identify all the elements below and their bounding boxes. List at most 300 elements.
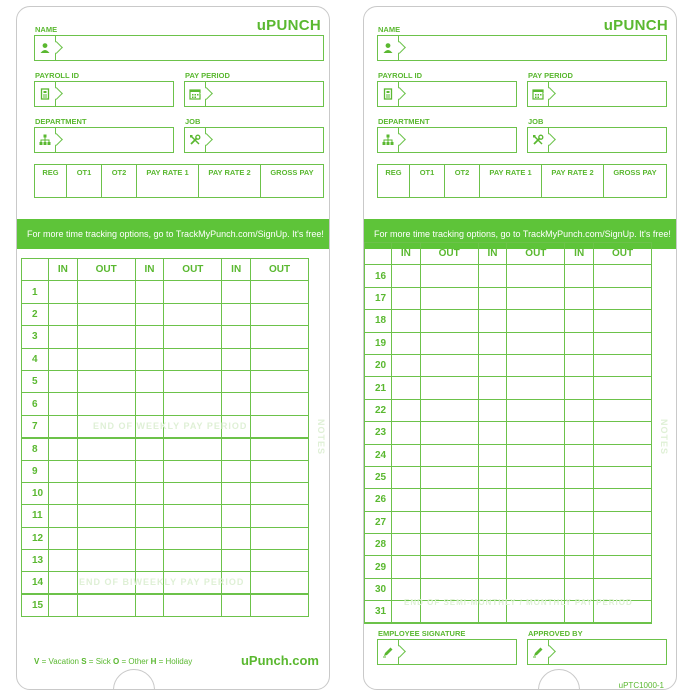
- grid-corner: [22, 259, 49, 281]
- row-number: 21: [365, 377, 392, 399]
- time-entry-cell[interactable]: [507, 332, 565, 354]
- grid-row: [22, 281, 309, 303]
- job-field[interactable]: [184, 127, 324, 153]
- time-entry-cell[interactable]: [135, 550, 164, 572]
- time-entry-cell[interactable]: [135, 370, 164, 392]
- pay-col-reg[interactable]: REG: [378, 165, 410, 198]
- absence-legend: V = Vacation S = Sick O = Other H = Holiday: [34, 657, 193, 666]
- time-entry-cell[interactable]: [420, 310, 478, 332]
- pay-col-rate1[interactable]: PAY RATE 1: [137, 165, 199, 198]
- grid-row: [22, 348, 309, 370]
- time-entry-cell[interactable]: [392, 489, 421, 511]
- time-card-front: [16, 6, 330, 690]
- time-entry-cell[interactable]: [565, 534, 594, 556]
- row-number: 18: [365, 310, 392, 332]
- time-entry-cell[interactable]: [420, 332, 478, 354]
- grid-row: [22, 303, 309, 325]
- grid-row: [22, 505, 309, 527]
- time-entry-cell[interactable]: [507, 354, 565, 376]
- grid-row: [365, 377, 652, 399]
- row-number: 17: [365, 287, 392, 309]
- time-entry-cell[interactable]: [164, 550, 222, 572]
- time-entry-cell[interactable]: [478, 422, 507, 444]
- time-entry-cell[interactable]: [251, 550, 309, 572]
- id-badge-icon: [35, 82, 56, 106]
- time-entry-cell[interactable]: [594, 511, 652, 533]
- col-header-out: OUT: [164, 259, 222, 281]
- time-entry-cell[interactable]: [222, 482, 251, 504]
- pay-col-reg[interactable]: REG: [35, 165, 67, 198]
- employee-signature-field[interactable]: [377, 639, 517, 665]
- col-header-in: IN: [565, 243, 594, 265]
- model-code: uPTC1000-1: [618, 681, 664, 690]
- pay-period-label: PAY PERIOD: [528, 71, 573, 80]
- time-entry-cell[interactable]: [77, 505, 135, 527]
- time-entry-cell[interactable]: [251, 505, 309, 527]
- pay-period-field[interactable]: [527, 81, 667, 107]
- time-entry-cell[interactable]: [164, 393, 222, 415]
- time-entry-cell[interactable]: [77, 438, 135, 460]
- time-entry-cell[interactable]: [135, 505, 164, 527]
- time-entry-cell[interactable]: [222, 460, 251, 482]
- time-entry-cell[interactable]: [77, 594, 135, 616]
- time-entry-cell[interactable]: [565, 444, 594, 466]
- time-entry-cell[interactable]: [49, 438, 78, 460]
- col-header-in: IN: [49, 259, 78, 281]
- time-entry-cell[interactable]: [478, 466, 507, 488]
- pay-col-rate2[interactable]: PAY RATE 2: [542, 165, 604, 198]
- notes-watermark: NOTES: [659, 419, 669, 456]
- time-entry-cell[interactable]: [420, 534, 478, 556]
- name-label: NAME: [378, 25, 401, 34]
- row-number: 3: [22, 326, 49, 348]
- time-entry-cell[interactable]: [594, 466, 652, 488]
- row-number: 12: [22, 527, 49, 549]
- row-number: 9: [22, 460, 49, 482]
- time-entry-cell[interactable]: [420, 265, 478, 287]
- time-entry-cell[interactable]: [49, 370, 78, 392]
- time-entry-cell[interactable]: [507, 422, 565, 444]
- time-entry-cell[interactable]: [392, 422, 421, 444]
- pay-col-gross[interactable]: GROSS PAY: [604, 165, 667, 198]
- pen-icon: [378, 640, 399, 664]
- time-entry-cell[interactable]: [77, 348, 135, 370]
- row-number: 2: [22, 303, 49, 325]
- time-entry-cell[interactable]: [49, 326, 78, 348]
- time-entry-cell[interactable]: [251, 281, 309, 303]
- time-entry-cell[interactable]: [135, 594, 164, 616]
- row-number: 1: [22, 281, 49, 303]
- time-entry-cell[interactable]: [164, 460, 222, 482]
- time-entry-cell[interactable]: [420, 489, 478, 511]
- time-entry-cell[interactable]: [594, 399, 652, 421]
- job-label: JOB: [528, 117, 544, 126]
- grid-row: [365, 489, 652, 511]
- pay-period-field[interactable]: [184, 81, 324, 107]
- time-entry-cell[interactable]: [594, 422, 652, 444]
- weekly-period-watermark: END OF WEEKLY PAY PERIOD: [93, 421, 248, 431]
- time-entry-cell[interactable]: [478, 399, 507, 421]
- row-number: 5: [22, 370, 49, 392]
- time-entry-cell[interactable]: [594, 556, 652, 578]
- time-entry-cell[interactable]: [565, 332, 594, 354]
- time-entry-cell[interactable]: [77, 281, 135, 303]
- time-entry-cell[interactable]: [135, 482, 164, 504]
- time-entry-cell[interactable]: [251, 572, 309, 594]
- time-entry-cell[interactable]: [594, 489, 652, 511]
- time-entry-cell[interactable]: [392, 377, 421, 399]
- time-entry-cell[interactable]: [222, 303, 251, 325]
- website-logo: uPunch.com: [240, 653, 319, 668]
- promo-banner: For more time tracking options, go to TrackMyPunch.com/SignUp. It's free!: [364, 219, 676, 249]
- time-entry-cell[interactable]: [251, 482, 309, 504]
- pay-col-ot2[interactable]: OT2: [102, 165, 137, 198]
- pay-col-rate1[interactable]: PAY RATE 1: [480, 165, 542, 198]
- time-entry-cell[interactable]: [164, 326, 222, 348]
- time-entry-cell[interactable]: [594, 354, 652, 376]
- time-entry-cell[interactable]: [49, 303, 78, 325]
- name-label: NAME: [35, 25, 58, 34]
- time-entry-cell[interactable]: [392, 444, 421, 466]
- time-entry-cell[interactable]: [251, 393, 309, 415]
- payroll-id-label: PAYROLL ID: [378, 71, 423, 80]
- time-entry-cell[interactable]: [565, 511, 594, 533]
- time-entry-cell[interactable]: [478, 265, 507, 287]
- time-entry-cell[interactable]: [507, 466, 565, 488]
- row-number: 29: [365, 556, 392, 578]
- time-entry-cell[interactable]: [507, 444, 565, 466]
- person-icon: [35, 36, 56, 60]
- time-entry-cell[interactable]: [164, 348, 222, 370]
- row-number: 30: [365, 578, 392, 600]
- person-icon: [378, 36, 399, 60]
- time-entry-cell[interactable]: [420, 422, 478, 444]
- tools-icon: [185, 128, 206, 152]
- card-notch: [538, 669, 580, 690]
- time-entry-cell[interactable]: [420, 399, 478, 421]
- row-number: 10: [22, 482, 49, 504]
- biweekly-period-watermark: END OF BIWEEKLY PAY PERIOD: [79, 577, 245, 587]
- id-badge-icon: [378, 82, 399, 106]
- time-entry-cell[interactable]: [49, 393, 78, 415]
- job-field[interactable]: [527, 127, 667, 153]
- pay-period-label: PAY PERIOD: [185, 71, 230, 80]
- pay-col-gross[interactable]: GROSS PAY: [261, 165, 324, 198]
- col-header-out: OUT: [594, 243, 652, 265]
- card-notch: [113, 669, 155, 690]
- grid-row: [365, 556, 652, 578]
- time-entry-cell[interactable]: [251, 303, 309, 325]
- col-header-out: OUT: [420, 243, 478, 265]
- col-header-out: OUT: [507, 243, 565, 265]
- brand-logo: uPUNCH: [256, 17, 321, 34]
- col-header-out: OUT: [251, 259, 309, 281]
- time-entry-cell[interactable]: [594, 287, 652, 309]
- time-entry-cell[interactable]: [594, 332, 652, 354]
- time-entry-cell[interactable]: [49, 482, 78, 504]
- time-entry-cell[interactable]: [507, 265, 565, 287]
- grid-row: [22, 438, 309, 460]
- grid-row: [22, 393, 309, 415]
- pay-col-rate2[interactable]: PAY RATE 2: [199, 165, 261, 198]
- promo-banner: For more time tracking options, go to TrackMyPunch.com/SignUp. It's free!: [17, 219, 329, 249]
- time-entry-cell[interactable]: [478, 534, 507, 556]
- employee-signature-label: EMPLOYEE SIGNATURE: [378, 629, 466, 638]
- time-entry-cell[interactable]: [392, 511, 421, 533]
- time-entry-cell[interactable]: [392, 399, 421, 421]
- time-entry-cell[interactable]: [565, 265, 594, 287]
- time-entry-cell[interactable]: [251, 460, 309, 482]
- grid-row: [365, 444, 652, 466]
- time-entry-cell[interactable]: [222, 281, 251, 303]
- grid-row: [365, 511, 652, 533]
- time-entry-cell[interactable]: [77, 527, 135, 549]
- time-entry-cell[interactable]: [594, 377, 652, 399]
- pay-col-ot2[interactable]: OT2: [445, 165, 480, 198]
- time-entry-cell[interactable]: [420, 466, 478, 488]
- time-entry-cell[interactable]: [594, 444, 652, 466]
- row-number: 8: [22, 438, 49, 460]
- payroll-id-field[interactable]: [377, 81, 517, 107]
- pay-col-ot1[interactable]: OT1: [67, 165, 102, 198]
- row-number: 6: [22, 393, 49, 415]
- time-entry-cell[interactable]: [222, 326, 251, 348]
- time-entry-cell[interactable]: [77, 482, 135, 504]
- time-entry-cell[interactable]: [392, 466, 421, 488]
- time-entry-cell[interactable]: [392, 310, 421, 332]
- row-number: 7: [22, 415, 49, 437]
- time-entry-cell[interactable]: [565, 377, 594, 399]
- time-entry-cell[interactable]: [49, 505, 78, 527]
- grid-row: [365, 265, 652, 287]
- time-entry-cell[interactable]: [164, 482, 222, 504]
- grid-row: [365, 422, 652, 444]
- time-entry-cell[interactable]: [222, 438, 251, 460]
- name-field[interactable]: [34, 35, 324, 61]
- time-entry-cell[interactable]: [478, 489, 507, 511]
- approved-by-label: APPROVED BY: [528, 629, 583, 638]
- job-label: JOB: [185, 117, 201, 126]
- time-entry-cell[interactable]: [49, 281, 78, 303]
- time-entry-cell[interactable]: [507, 287, 565, 309]
- org-chart-icon: [35, 128, 56, 152]
- time-entry-cell[interactable]: [392, 534, 421, 556]
- time-entry-cell[interactable]: [135, 393, 164, 415]
- pen-icon: [528, 640, 549, 664]
- col-header-in: IN: [135, 259, 164, 281]
- time-entry-cell[interactable]: [164, 594, 222, 616]
- grid-row: [22, 460, 309, 482]
- time-entry-cell[interactable]: [565, 287, 594, 309]
- time-entry-cell[interactable]: [392, 354, 421, 376]
- notes-watermark: NOTES: [316, 419, 326, 456]
- name-field[interactable]: [377, 35, 667, 61]
- time-entry-cell[interactable]: [507, 511, 565, 533]
- time-entry-cell[interactable]: [565, 422, 594, 444]
- pay-col-ot1[interactable]: OT1: [410, 165, 445, 198]
- grid-row: [22, 527, 309, 549]
- time-entry-cell[interactable]: [392, 332, 421, 354]
- time-entry-cell[interactable]: [222, 594, 251, 616]
- department-field[interactable]: [377, 127, 517, 153]
- time-grid-left: [21, 258, 309, 617]
- time-entry-cell[interactable]: [135, 303, 164, 325]
- grid-row: [365, 287, 652, 309]
- time-entry-cell[interactable]: [565, 466, 594, 488]
- time-entry-cell[interactable]: [251, 348, 309, 370]
- time-entry-cell[interactable]: [49, 550, 78, 572]
- time-entry-cell[interactable]: [392, 287, 421, 309]
- time-entry-cell[interactable]: [565, 489, 594, 511]
- time-entry-cell[interactable]: [164, 281, 222, 303]
- time-entry-cell[interactable]: [77, 303, 135, 325]
- row-number: 16: [365, 265, 392, 287]
- time-entry-cell[interactable]: [49, 348, 78, 370]
- time-entry-cell[interactable]: [164, 438, 222, 460]
- time-entry-cell[interactable]: [478, 310, 507, 332]
- time-entry-cell[interactable]: [420, 354, 478, 376]
- row-number: 19: [365, 332, 392, 354]
- time-entry-cell[interactable]: [565, 399, 594, 421]
- time-entry-cell[interactable]: [507, 534, 565, 556]
- time-entry-cell[interactable]: [77, 370, 135, 392]
- grid-row: [365, 354, 652, 376]
- time-entry-cell[interactable]: [251, 438, 309, 460]
- time-entry-cell[interactable]: [478, 332, 507, 354]
- time-entry-cell[interactable]: [507, 556, 565, 578]
- tools-icon: [528, 128, 549, 152]
- time-entry-cell[interactable]: [49, 415, 78, 437]
- time-entry-cell[interactable]: [478, 511, 507, 533]
- time-entry-cell[interactable]: [49, 594, 78, 616]
- time-entry-cell[interactable]: [478, 444, 507, 466]
- time-entry-cell[interactable]: [77, 393, 135, 415]
- time-entry-cell[interactable]: [565, 556, 594, 578]
- department-field[interactable]: [34, 127, 174, 153]
- row-number: 31: [365, 601, 392, 623]
- time-entry-cell[interactable]: [49, 460, 78, 482]
- time-entry-cell[interactable]: [251, 527, 309, 549]
- time-entry-cell[interactable]: [77, 460, 135, 482]
- time-grid-right: [364, 242, 652, 624]
- row-number: 25: [365, 466, 392, 488]
- row-number: 27: [365, 511, 392, 533]
- time-entry-cell[interactable]: [222, 527, 251, 549]
- time-entry-cell[interactable]: [420, 377, 478, 399]
- time-card-back: [363, 6, 677, 690]
- time-entry-cell[interactable]: [392, 556, 421, 578]
- time-entry-cell[interactable]: [222, 505, 251, 527]
- grid-row: [22, 550, 309, 572]
- time-entry-cell[interactable]: [135, 281, 164, 303]
- time-entry-cell[interactable]: [251, 326, 309, 348]
- row-number: 15: [22, 594, 49, 616]
- time-entry-cell[interactable]: [392, 265, 421, 287]
- time-entry-cell[interactable]: [222, 348, 251, 370]
- payroll-id-field[interactable]: [34, 81, 174, 107]
- time-entry-cell[interactable]: [222, 393, 251, 415]
- time-entry-cell[interactable]: [164, 527, 222, 549]
- row-number: 13: [22, 550, 49, 572]
- time-entry-cell[interactable]: [594, 310, 652, 332]
- col-header-in: IN: [392, 243, 421, 265]
- grid-row: [22, 594, 309, 616]
- time-entry-cell[interactable]: [222, 550, 251, 572]
- time-entry-cell[interactable]: [565, 354, 594, 376]
- time-entry-cell[interactable]: [49, 572, 78, 594]
- org-chart-icon: [378, 128, 399, 152]
- time-entry-cell[interactable]: [420, 556, 478, 578]
- grid-row: [365, 534, 652, 556]
- department-label: DEPARTMENT: [378, 117, 430, 126]
- time-entry-cell[interactable]: [77, 550, 135, 572]
- grid-row: [365, 466, 652, 488]
- grid-row: [365, 310, 652, 332]
- time-entry-cell[interactable]: [77, 326, 135, 348]
- monthly-period-watermark: END OF SEMI-MONTHLY / MONTHLY PAY PERIOD: [404, 598, 633, 607]
- row-number: 20: [365, 354, 392, 376]
- row-number: 4: [22, 348, 49, 370]
- time-entry-cell[interactable]: [164, 505, 222, 527]
- time-entry-cell[interactable]: [420, 511, 478, 533]
- time-entry-cell[interactable]: [135, 460, 164, 482]
- time-entry-cell[interactable]: [251, 594, 309, 616]
- row-number: 22: [365, 399, 392, 421]
- time-entry-cell[interactable]: [565, 310, 594, 332]
- time-entry-cell[interactable]: [478, 354, 507, 376]
- row-number: 26: [365, 489, 392, 511]
- payroll-id-label: PAYROLL ID: [35, 71, 80, 80]
- time-entry-cell[interactable]: [420, 287, 478, 309]
- col-header-out: OUT: [77, 259, 135, 281]
- department-label: DEPARTMENT: [35, 117, 87, 126]
- grid-row: [365, 399, 652, 421]
- time-entry-cell[interactable]: [135, 326, 164, 348]
- time-entry-cell[interactable]: [507, 489, 565, 511]
- time-entry-cell[interactable]: [507, 310, 565, 332]
- time-entry-cell[interactable]: [222, 370, 251, 392]
- time-entry-cell[interactable]: [594, 534, 652, 556]
- time-entry-cell[interactable]: [135, 527, 164, 549]
- approved-by-field[interactable]: [527, 639, 667, 665]
- time-entry-cell[interactable]: [164, 303, 222, 325]
- grid-row: [22, 326, 309, 348]
- pay-summary-table: [34, 164, 324, 198]
- time-entry-cell[interactable]: [251, 415, 309, 437]
- time-entry-cell[interactable]: [420, 444, 478, 466]
- grid-row: [22, 482, 309, 504]
- grid-row: [365, 332, 652, 354]
- pay-summary-table: [377, 164, 667, 198]
- row-number: 24: [365, 444, 392, 466]
- time-entry-cell[interactable]: [49, 527, 78, 549]
- brand-logo: uPUNCH: [603, 17, 668, 34]
- time-entry-cell[interactable]: [507, 377, 565, 399]
- time-entry-cell[interactable]: [478, 377, 507, 399]
- time-entry-cell[interactable]: [507, 399, 565, 421]
- grid-corner: [365, 243, 392, 265]
- time-entry-cell[interactable]: [478, 287, 507, 309]
- time-entry-cell[interactable]: [135, 438, 164, 460]
- col-header-in: IN: [478, 243, 507, 265]
- time-entry-cell[interactable]: [594, 265, 652, 287]
- time-entry-cell[interactable]: [135, 348, 164, 370]
- time-entry-cell[interactable]: [478, 556, 507, 578]
- time-entry-cell[interactable]: [251, 370, 309, 392]
- time-entry-cell[interactable]: [164, 370, 222, 392]
- calendar-icon: [528, 82, 549, 106]
- row-number: 28: [365, 534, 392, 556]
